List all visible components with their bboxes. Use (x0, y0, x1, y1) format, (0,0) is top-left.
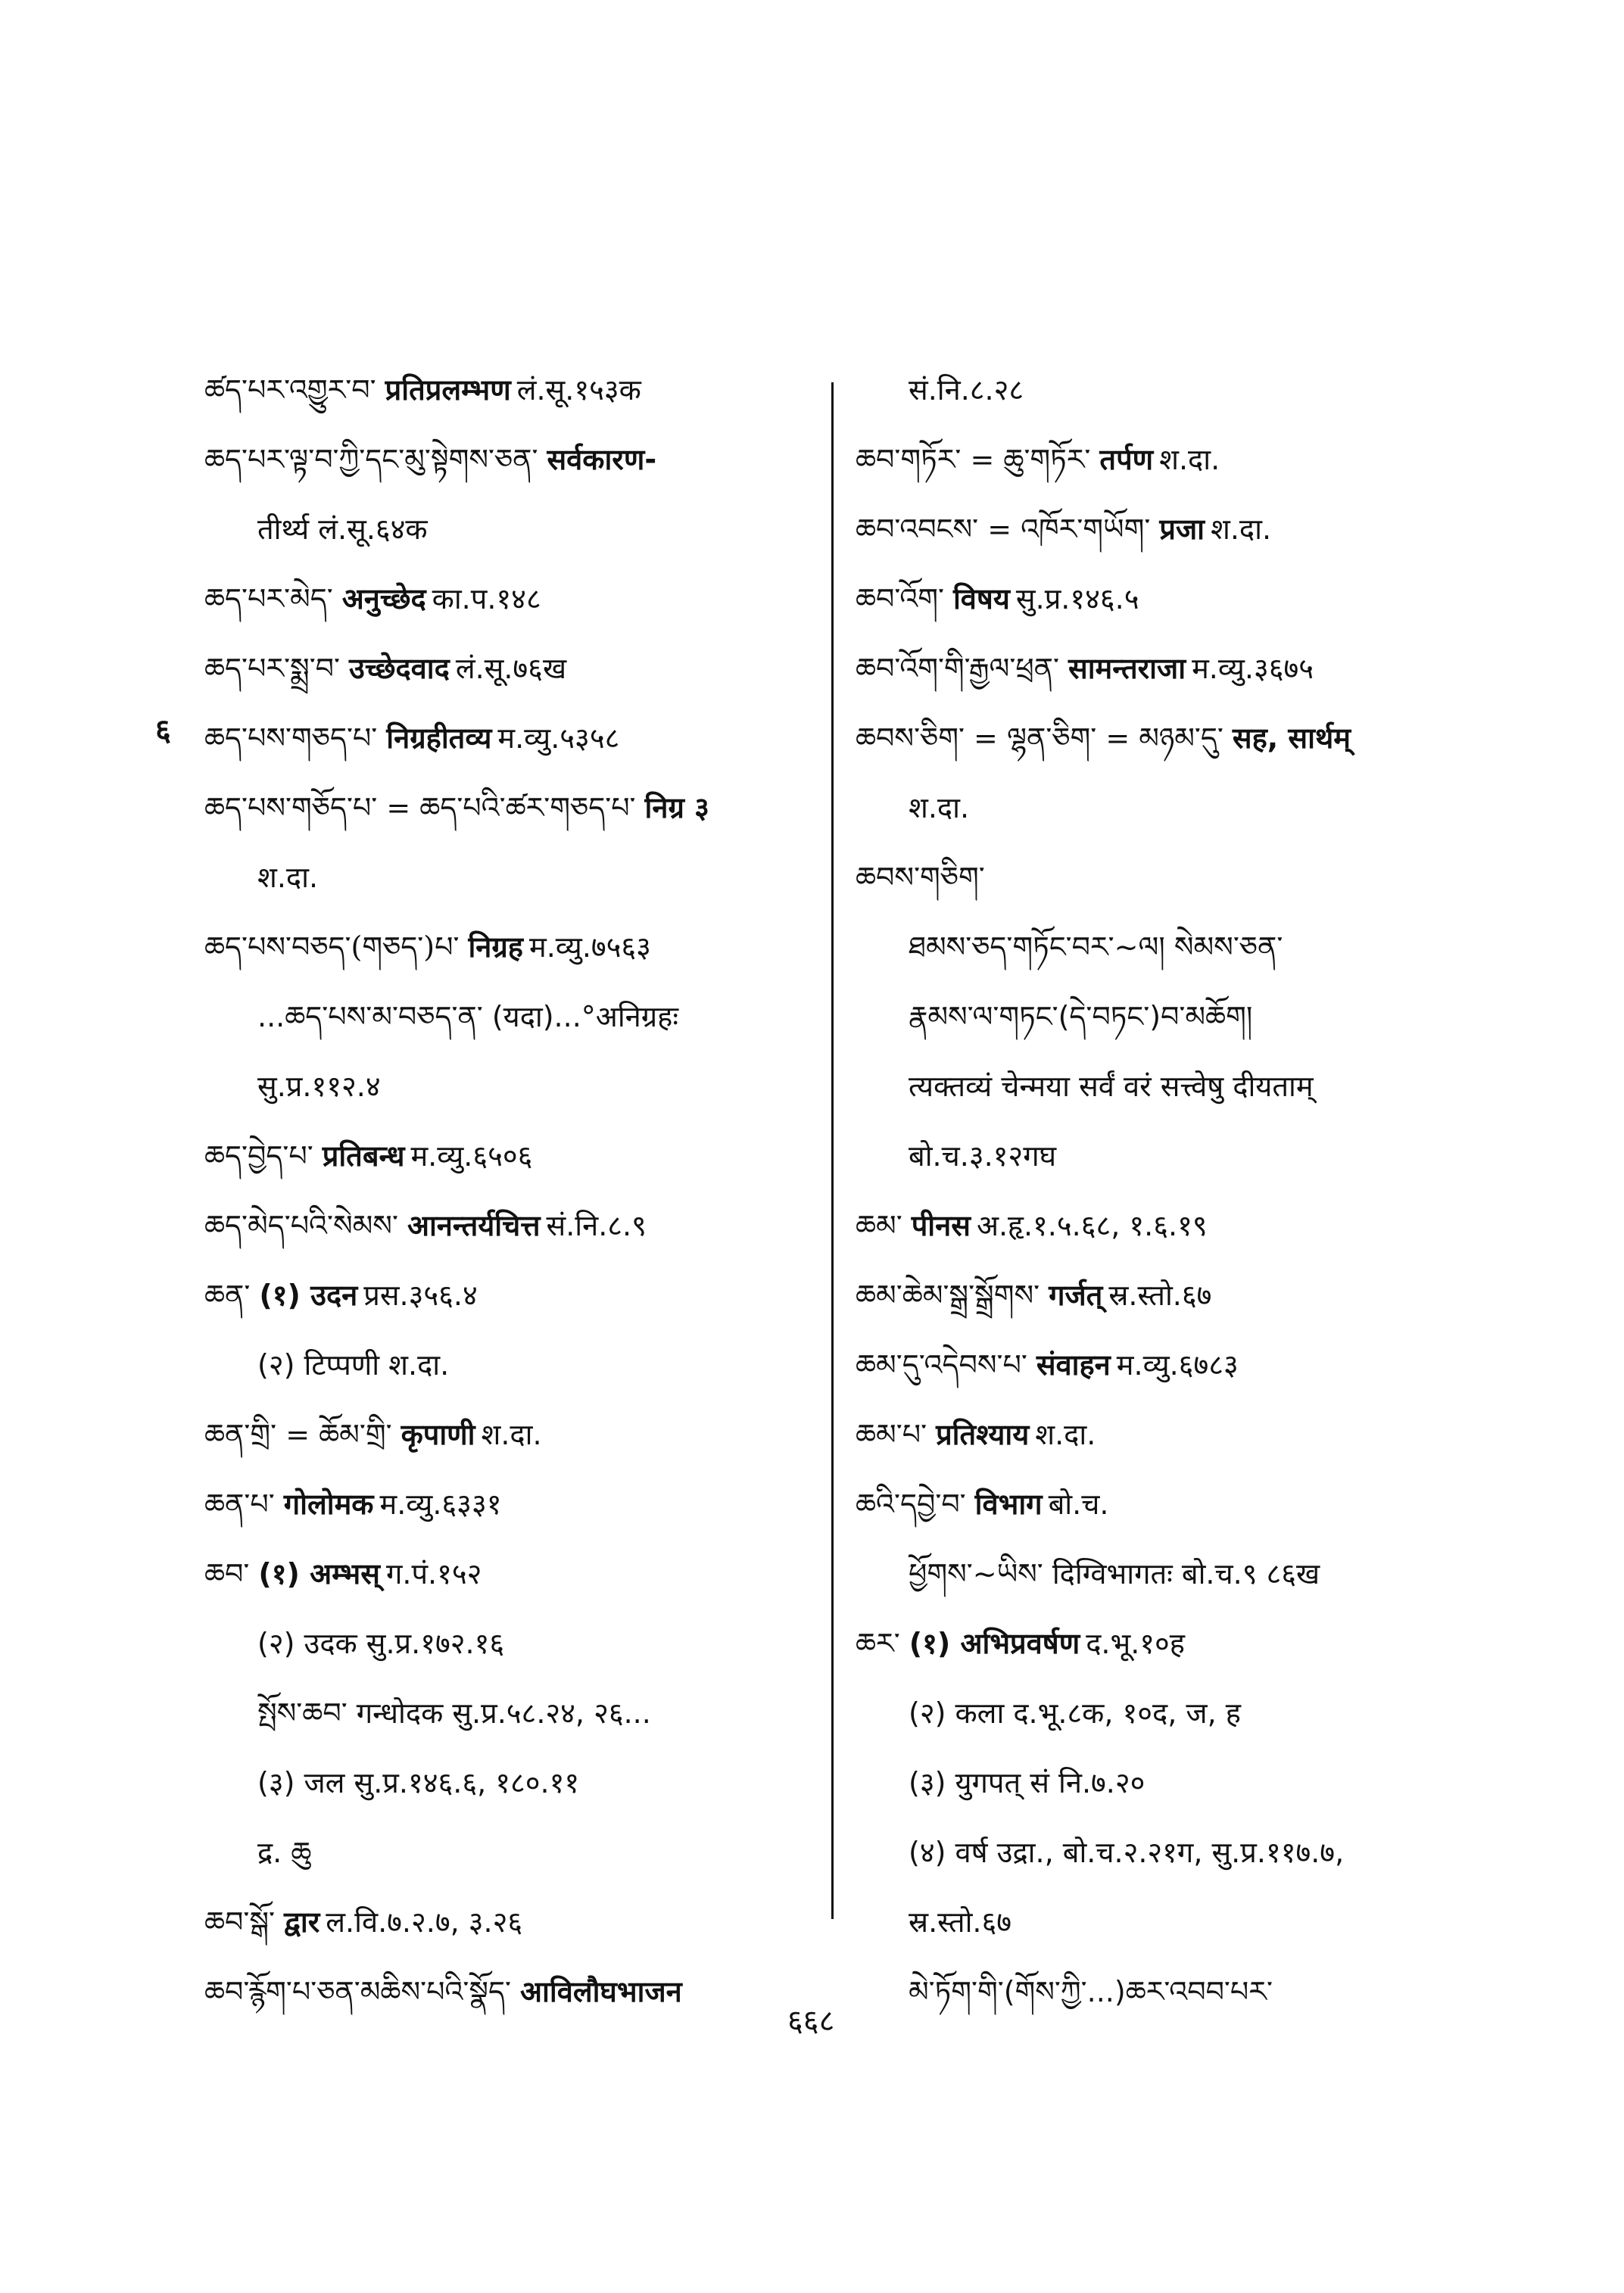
source-reference: का.प.१४८ (432, 582, 541, 615)
dictionary-entry (856, 1137, 1461, 1175)
tibetan-headword: ཆད་པར་མེད་ (204, 582, 333, 615)
dictionary-entry (204, 1973, 810, 2011)
entry-continuation: त्यक्तव्यं चेन्मया सर्वं वरं सत्त्वेषु दीयताम् (909, 1070, 1314, 1103)
dictionary-entry (856, 650, 1461, 687)
dictionary-entry (204, 1485, 810, 1523)
dictionary-entry (204, 1555, 810, 1593)
dictionary-entry (204, 1067, 810, 1105)
tibetan-headword: ཆམ་ཆེམ་སྒྲ་སྒྲོགས་ (856, 1279, 1040, 1312)
dictionary-entry (204, 580, 810, 618)
source-reference: श.दा. (1035, 1418, 1096, 1451)
dictionary-entry (856, 1833, 1461, 1871)
entry-continuation: མེ་ཏོག་གི་(གོས་ཀྱི་...)ཆར་འབབ་པར་ (909, 1975, 1273, 2008)
entry-continuation: (२) उदक सु.प्र.१७२.१६ (257, 1627, 505, 1660)
sanskrit-equivalent: गर्जत् (1049, 1279, 1103, 1312)
source-reference: स्र.स्तो.६७ (1108, 1279, 1212, 1312)
dictionary-entry (204, 650, 810, 687)
source-reference: प्रस.३५६.४ (363, 1279, 478, 1312)
sanskrit-equivalent: सर्वकारण- (547, 443, 657, 476)
sanskrit-equivalent: प्रतिबन्ध (322, 1139, 405, 1173)
dictionary-entry (856, 1067, 1461, 1105)
dictionary-entry (856, 1764, 1461, 1802)
tibetan-headword: ཆའི་དབྱེ་བ་ (856, 1488, 966, 1521)
sanskrit-equivalent: द्वार (284, 1905, 320, 1939)
sanskrit-equivalent: आविलौघभाजन (520, 1975, 682, 2008)
column-divider (831, 382, 834, 1919)
dictionary-entry (204, 1903, 810, 1941)
source-reference: ल.वि.७.२.७, ३.२६ (326, 1905, 523, 1939)
tibetan-headword: ཆམ་པ་ (856, 1418, 927, 1451)
dictionary-entry (204, 789, 810, 827)
source-reference: सं.नि.८.९ (546, 1209, 647, 1242)
tibetan-headword: ཆབ་གཏོར་ = ཆུ་གཏོར་ (856, 443, 1091, 476)
entry-continuation: སྤོས་ཆབ་ गन्धोदक सु.प्र.५८.२४, २६... (257, 1696, 651, 1730)
sanskrit-equivalent: अनुच्छेद (341, 582, 426, 615)
sanskrit-equivalent: उच्छेदवाद (349, 652, 450, 685)
tibetan-headword: ཆམ་ (856, 1209, 902, 1242)
tibetan-headword: ཆད་བྱེད་པ་ (204, 1139, 313, 1173)
entry-continuation: द्र. ཆུ (257, 1836, 312, 1869)
tibetan-headword: ཆད་པར་སྨྲ་བ་ (204, 652, 341, 685)
dictionary-entry (204, 1625, 810, 1662)
tibetan-headword: ཆབ་སྒོ་ (204, 1905, 276, 1939)
tibetan-headword: ཚད་པར་འགྱུར་བ་ (204, 373, 376, 407)
sanskrit-equivalent: गोलोमक (283, 1488, 374, 1521)
tibetan-headword: ཆད་པར་ལྟ་བ་ཀྱི་དང་མུ་སྟེགས་ཅན་ (204, 443, 538, 476)
dictionary-entry (856, 1903, 1461, 1941)
sanskrit-equivalent: सह, सार्थम् (1232, 721, 1351, 755)
dictionary-entry (204, 1207, 810, 1245)
source-reference: म.व्यु.६३३१ (379, 1488, 502, 1521)
dictionary-entry (204, 858, 810, 896)
tibetan-headword: ཆན་ (204, 1279, 251, 1312)
dictionary-entry (204, 1764, 810, 1802)
dictionary-entry (856, 1555, 1461, 1593)
dictionary-entry (204, 998, 810, 1036)
dictionary-entry (856, 510, 1461, 548)
source-reference: श.दा. (481, 1418, 542, 1451)
dictionary-entry (204, 371, 810, 409)
tibetan-headword: ཆན་གྲི་ = ཆོམ་གྲི་ (204, 1418, 392, 1451)
source-reference: ग.पं.१५२ (385, 1557, 482, 1590)
sanskrit-equivalent: कृपाणी (401, 1418, 475, 1451)
sanskrit-equivalent: निग्रहीतव्य (386, 721, 492, 755)
source-reference: अ.हृ.१.५.६८, १.६.१९ (976, 1209, 1208, 1242)
entry-continuation: (२) टिप्पणी श.दा. (257, 1348, 450, 1382)
dictionary-entry (856, 1276, 1461, 1314)
tibetan-headword: ཆབ་འོག་ (856, 582, 944, 615)
source-reference: श.दा. (1211, 512, 1272, 546)
entry-continuation: सु.प्र.११२.४ (257, 1070, 381, 1103)
source-reference: श.दा. (1159, 443, 1220, 476)
entry-continuation: श.दा. (909, 791, 970, 824)
dictionary-entry (856, 858, 1461, 896)
tibetan-headword: ཆད་པས་གཅོད་པ་ = ཆད་པའི་ཚར་གཅད་པ་ (204, 791, 636, 824)
tibetan-headword: ཆར་ (856, 1627, 900, 1660)
entry-continuation: (४) वर्ष उद्रा., बो.च.२.२१ग, सु.प्र.११७.७, (909, 1836, 1345, 1869)
dictionary-entry (856, 1485, 1461, 1523)
dictionary-entry (204, 928, 810, 966)
tibetan-headword: ཆབས་ཅིག་ = ལྷན་ཅིག་ = མཉམ་དུ་ (856, 721, 1223, 755)
tibetan-headword: ཆད་པས་བཅད་(གཅད་)པ་ (204, 930, 460, 964)
tibetan-headword: ཆན་པ་ (204, 1488, 275, 1521)
entry-continuation: सं.नि.८.२८ (909, 373, 1024, 407)
entry-continuation: ཕྱོགས་~ཡིས་ दिग्विभागतः बो.च.९ ८६ख (909, 1557, 1320, 1590)
tibetan-headword: ཆབ་རྙོག་པ་ཅན་མཆིས་པའི་སྣོད་ (204, 1975, 512, 2008)
dictionary-entry (856, 371, 1461, 409)
source-reference: लं.सू.७६ख (455, 652, 567, 685)
source-reference: म.व्यु.३६७५ (1192, 652, 1314, 685)
entry-continuation: རྣམས་ལ་གཏང་(དེ་བཏང་)བ་མཆོག། (909, 1000, 1253, 1033)
dictionary-entry (856, 1416, 1461, 1453)
tibetan-headword: ཆད་མེད་པའི་སེམས་ (204, 1209, 398, 1242)
dictionary-entry (856, 1207, 1461, 1245)
source-reference: बो.च. (1048, 1488, 1109, 1521)
sanskrit-equivalent: प्रजा (1159, 512, 1205, 546)
source-reference: लं.सू.१५३क (516, 373, 641, 407)
entry-continuation: तीर्थ्य लं.सू.६४क (257, 512, 428, 546)
source-reference: म.व्यु.५३५८ (497, 721, 620, 755)
margin-mark: ६ (155, 713, 171, 748)
entry-continuation: (३) युगपत् सं नि.७.२० (909, 1766, 1146, 1799)
entry-continuation: बो.च.३.१२गघ (909, 1139, 1057, 1173)
sanskrit-equivalent: प्रतिश्याय (936, 1418, 1030, 1451)
sanskrit-equivalent: सामन्तराजा (1068, 652, 1186, 685)
source-reference: म.व्यु.६५०६ (410, 1139, 533, 1173)
tibetan-headword: ཆབ་འབངས་ = འཁོར་གཡོག་ (856, 512, 1151, 546)
dictionary-entry (856, 789, 1461, 827)
dictionary-entry (204, 1137, 810, 1175)
dictionary-entry (856, 928, 1461, 966)
source-reference: द.भू.१०ह (1086, 1627, 1185, 1660)
dictionary-entry (856, 1346, 1461, 1384)
dictionary-entry (204, 1416, 810, 1453)
source-reference: म.व्यु.७५६३ (528, 930, 651, 964)
tibetan-headword: ཆབས་གཅིག་ (856, 861, 985, 894)
tibetan-headword: ཆབ་ (204, 1557, 250, 1590)
dictionary-entry (856, 998, 1461, 1036)
dictionary-entry (204, 441, 810, 478)
dictionary-entry (856, 1625, 1461, 1662)
tibetan-headword: ཆབ་འོག་གི་རྒྱལ་ཕྲན་ (856, 652, 1060, 685)
dictionary-entry (204, 1694, 810, 1732)
dictionary-entry (856, 1694, 1461, 1732)
sanskrit-equivalent: विषय (952, 582, 1010, 615)
dictionary-entry (856, 1973, 1461, 2011)
entry-continuation: श.दा. (257, 861, 319, 894)
entry-continuation: स्र.स्तो.६७ (909, 1905, 1012, 1939)
right-column (856, 371, 1461, 2042)
source-reference: म.व्यु.६७८३ (1116, 1348, 1239, 1382)
entry-continuation: (२) कला द.भू.८क, १०द, ज, ह (909, 1696, 1241, 1730)
sanskrit-equivalent: निग्रह (468, 930, 523, 964)
sanskrit-equivalent: तर्पण (1099, 443, 1154, 476)
left-column (204, 371, 810, 2042)
tibetan-headword: ཆད་པས་གཅད་པ་ (204, 721, 378, 755)
source-reference: सु.प्र.१४६.५ (1015, 582, 1139, 615)
sanskrit-equivalent: विभाग (974, 1488, 1043, 1521)
tibetan-headword: ཆམ་དུ་འདེབས་པ་ (856, 1348, 1027, 1382)
entry-continuation: (३) जल सु.प्र.१४६.६, १८०.११ (257, 1766, 580, 1799)
dictionary-entry (856, 441, 1461, 478)
dictionary-entry (204, 1346, 810, 1384)
sanskrit-equivalent: निग्र ३ (644, 791, 709, 824)
entry-continuation: ཐམས་ཅད་གཏོང་བར་~ལ། སེམས་ཅན་ (909, 930, 1283, 964)
dictionary-entry (856, 580, 1461, 618)
dictionary-entry (204, 510, 810, 548)
sanskrit-equivalent: (१) उदन (259, 1279, 358, 1312)
dictionary-entry (204, 1276, 810, 1314)
entry-continuation: ...ཆད་པས་མ་བཅད་ན་ (यदा)...°अनिग्रहः (257, 1000, 679, 1033)
sanskrit-equivalent: (१) अभिप्रवर्षण (909, 1627, 1080, 1660)
sanskrit-equivalent: (१) अम्भस् (258, 1557, 380, 1590)
dictionary-entry (856, 719, 1461, 757)
sanskrit-equivalent: प्रतिप्रलम्भण (385, 373, 511, 407)
page-number: ६६८ (787, 2004, 835, 2039)
sanskrit-equivalent: संवाहन (1036, 1348, 1111, 1382)
dictionary-entry (204, 719, 810, 757)
sanskrit-equivalent: आनन्तर्यचित्त (407, 1209, 541, 1242)
dictionary-entry (204, 1833, 810, 1871)
sanskrit-equivalent: पीनस (911, 1209, 971, 1242)
